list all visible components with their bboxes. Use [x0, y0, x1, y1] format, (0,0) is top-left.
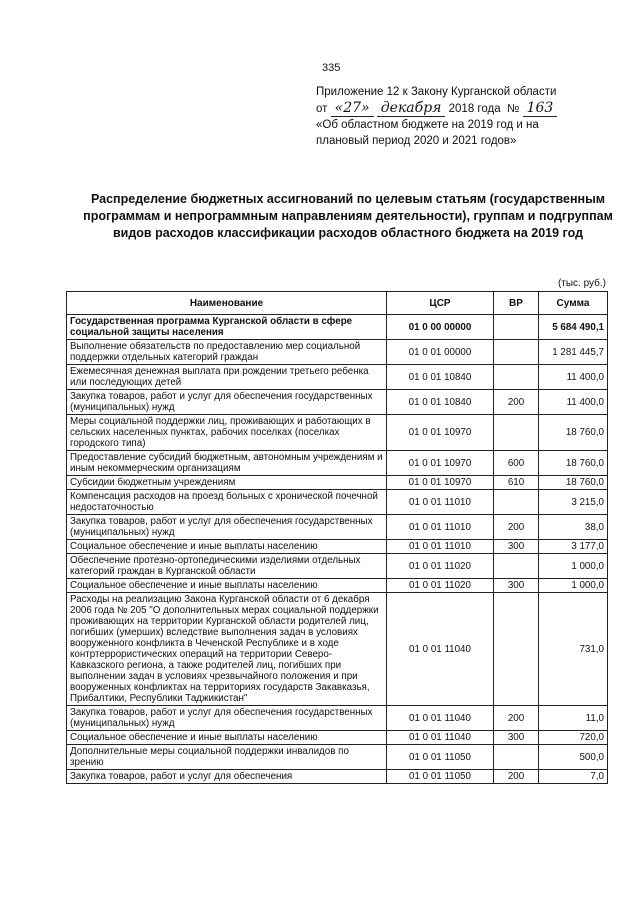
table-row [67, 731, 608, 745]
handwritten-day: «27» [331, 100, 374, 117]
cell-name: Обеспечение протезно-ортопедическими изделиями отдельных категорий граждан в Курганской области [67, 554, 387, 579]
cell-vr [494, 365, 539, 390]
table-row [67, 476, 608, 490]
cell-vr: 300 [494, 540, 539, 554]
cell-name: Социальное обеспечение и иные выплаты населению [67, 731, 387, 745]
cell-name: Дополнительные меры социальной поддержки инвалидов по зрению [67, 745, 387, 770]
cell-sum: 11 400,0 [539, 390, 608, 415]
cell-vr: 200 [494, 770, 539, 784]
cell-name: Компенсация расходов на проезд больных с хронической почечной недостаточностью [67, 490, 387, 515]
handwritten-number: 163 [523, 100, 558, 117]
appendix-header [316, 84, 616, 149]
cell-csr: 01 0 01 00000 [387, 340, 494, 365]
cell-name: Закупка товаров, работ и услуг для обеспечения государственных (муниципальных) нужд [67, 515, 387, 540]
cell-vr [494, 340, 539, 365]
table-row [67, 593, 608, 706]
cell-vr: 610 [494, 476, 539, 490]
cell-sum: 11,0 [539, 706, 608, 731]
cell-name: Закупка товаров, работ и услуг для обеспечения государственных (муниципальных) нужд [67, 706, 387, 731]
cell-name: Социальное обеспечение и иные выплаты населению [67, 540, 387, 554]
cell-csr: 01 0 01 10840 [387, 390, 494, 415]
cell-sum: 731,0 [539, 593, 608, 706]
cell-csr: 01 0 01 10840 [387, 365, 494, 390]
cell-vr: 600 [494, 451, 539, 476]
cell-name: Закупка товаров, работ и услуг для обеспечения [67, 770, 387, 784]
cell-csr: 01 0 01 11020 [387, 554, 494, 579]
header-sum: Сумма [539, 292, 608, 315]
cell-sum: 1 281 445,7 [539, 340, 608, 365]
cell-name: Выполнение обязательств по предоставлению мер социальной поддержки отдельных категорий граждан [67, 340, 387, 365]
cell-name: Субсидии бюджетным учреждениям [67, 476, 387, 490]
cell-name: Социальное обеспечение и иные выплаты населению [67, 579, 387, 593]
table-row [67, 706, 608, 731]
cell-csr: 01 0 00 00000 [387, 315, 494, 340]
appendix-line-4: плановый период 2020 и 2021 годов» [316, 135, 517, 147]
table-row [67, 540, 608, 554]
cell-sum: 18 760,0 [539, 451, 608, 476]
cell-name: Расходы на реализацию Закона Курганской области от 6 декабря 2006 года № 205 "О дополнительных мерах социальной поддержки проживающих на территории Курганской области родителей лиц, погибших (умерших) вследствие выполнения задач в условиях вооруженного конфликта в Чеченской Республике и в ходе контртеррористических операций на территории Северо-Кавказского региона, а также родителей лиц, погибших при выполнении задач в условиях чрезвычайного положения и при вооруженных конфликтах на территориях государств Закавказья, Прибалтики, Республики Таджикистан" [67, 593, 387, 706]
cell-csr: 01 0 01 11010 [387, 490, 494, 515]
cell-sum: 5 684 490,1 [539, 315, 608, 340]
cell-sum: 38,0 [539, 515, 608, 540]
table-row [67, 340, 608, 365]
table-row [67, 415, 608, 451]
cell-name: Предоставление субсидий бюджетным, автономным учреждениям и иным некоммерческим организациям [67, 451, 387, 476]
table-row [67, 390, 608, 415]
table-row [67, 554, 608, 579]
from-label: от [316, 103, 328, 115]
cell-sum: 11 400,0 [539, 365, 608, 390]
cell-vr [494, 315, 539, 340]
cell-csr: 01 0 01 11040 [387, 593, 494, 706]
cell-vr: 300 [494, 731, 539, 745]
handwritten-month: декабря [377, 100, 446, 117]
cell-name: Государственная программа Курганской области в сфере социальной защиты населения [67, 315, 387, 340]
cell-vr [494, 490, 539, 515]
cell-sum: 7,0 [539, 770, 608, 784]
cell-vr: 200 [494, 515, 539, 540]
cell-csr: 01 0 01 11050 [387, 745, 494, 770]
page-number: 335 [322, 62, 341, 74]
table-row [67, 579, 608, 593]
cell-name: Меры социальной поддержки лиц, проживающих и работающих в сельских населенных пунктах, рабочих поселках (поселках городского типа) [67, 415, 387, 451]
table-header-row [67, 292, 608, 315]
appendix-line-1: Приложение 12 к Закону Курганской области [316, 86, 557, 98]
table-row [67, 315, 608, 340]
number-label: № [507, 103, 520, 115]
cell-sum: 1 000,0 [539, 579, 608, 593]
cell-csr: 01 0 01 11010 [387, 515, 494, 540]
header-csr: ЦСР [387, 292, 494, 315]
cell-vr: 200 [494, 390, 539, 415]
cell-csr: 01 0 01 11010 [387, 540, 494, 554]
cell-sum: 720,0 [539, 731, 608, 745]
header-vr: ВР [494, 292, 539, 315]
header-name: Наименование [67, 292, 387, 315]
cell-sum: 3 177,0 [539, 540, 608, 554]
cell-name: Ежемесячная денежная выплата при рождении третьего ребенка или последующих детей [67, 365, 387, 390]
cell-csr: 01 0 01 11040 [387, 706, 494, 731]
cell-csr: 01 0 01 11050 [387, 770, 494, 784]
units-label: (тыс. руб.) [557, 278, 606, 289]
cell-csr: 01 0 01 11040 [387, 731, 494, 745]
cell-name: Закупка товаров, работ и услуг для обеспечения государственных (муниципальных) нужд [67, 390, 387, 415]
cell-sum: 18 760,0 [539, 415, 608, 451]
cell-sum: 500,0 [539, 745, 608, 770]
cell-vr [494, 554, 539, 579]
cell-sum: 18 760,0 [539, 476, 608, 490]
cell-csr: 01 0 01 10970 [387, 451, 494, 476]
year-text: 2018 года [448, 103, 501, 115]
table-row [67, 490, 608, 515]
cell-vr: 300 [494, 579, 539, 593]
table-row [67, 745, 608, 770]
cell-csr: 01 0 01 10970 [387, 476, 494, 490]
cell-vr [494, 415, 539, 451]
table-row [67, 770, 608, 784]
appendix-line-2 [316, 100, 616, 117]
cell-vr [494, 745, 539, 770]
cell-csr: 01 0 01 11020 [387, 579, 494, 593]
table-row [67, 515, 608, 540]
document-title: Распределение бюджетных ассигнований по целевым статьям (государственным программам и непрограммным направлениям деятельности), группам и подгруппам видов расходов классификации расходов областного бюджета на 2019 год [83, 192, 613, 240]
table-row [67, 451, 608, 476]
cell-vr: 200 [494, 706, 539, 731]
cell-sum: 1 000,0 [539, 554, 608, 579]
appendix-line-3: «Об областном бюджете на 2019 год и на [316, 119, 539, 131]
table-row [67, 365, 608, 390]
cell-csr: 01 0 01 10970 [387, 415, 494, 451]
budget-table [66, 291, 608, 784]
cell-sum: 3 215,0 [539, 490, 608, 515]
cell-vr [494, 593, 539, 706]
